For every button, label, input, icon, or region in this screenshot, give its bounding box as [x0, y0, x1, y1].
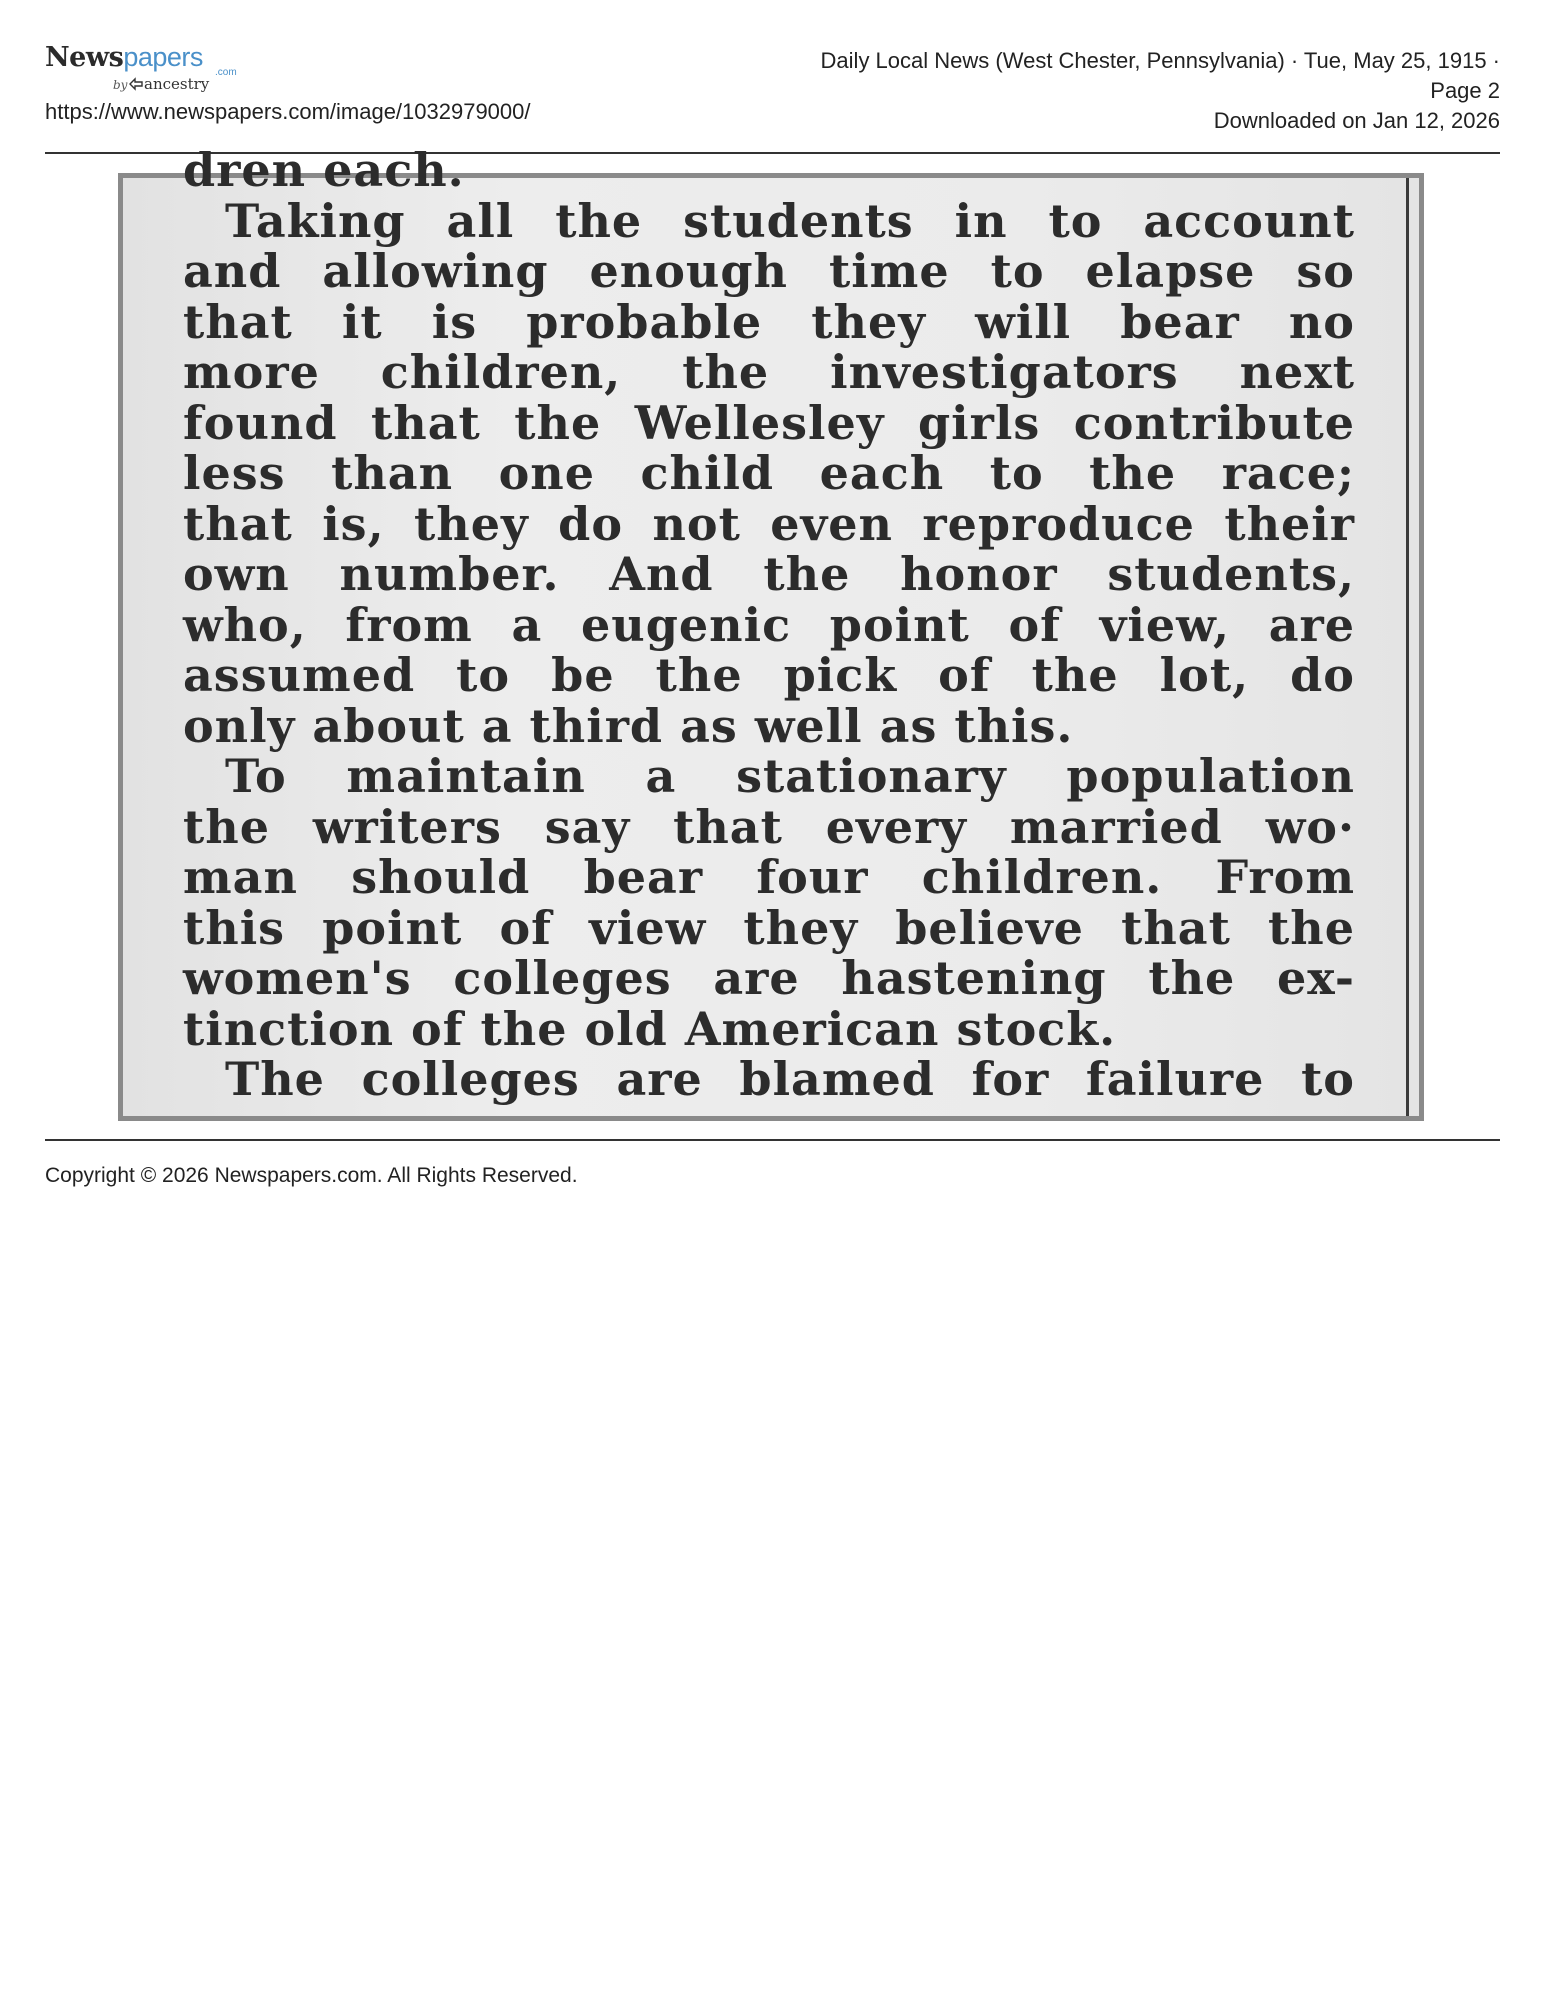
download-date: Downloaded on Jan 12, 2026 — [1213, 108, 1500, 133]
copyright-footer: Copyright © 2026 Newspapers.com. All Rights Reserved. — [45, 1164, 578, 1187]
clipping-line: this point of view they believe that the — [183, 900, 1355, 955]
clipping-line: To maintain a stationary population — [225, 749, 1355, 803]
logo-by-text: by — [113, 78, 128, 92]
clipping-line: less than one child each to the race; — [183, 446, 1355, 500]
publication-page: Page 2 — [1430, 78, 1500, 103]
clipping-line: the writers say that every married wo· — [183, 799, 1355, 854]
logo-com-text: .com — [215, 67, 237, 78]
clipping-line: that is, they do not even reproduce their — [183, 496, 1355, 551]
clipping-line: women's colleges are hastening the ex- — [183, 951, 1355, 1005]
column-rule — [1406, 178, 1409, 1116]
page-header — [45, 40, 1500, 152]
clipping-line: more children, the investigators next — [183, 345, 1355, 399]
logo-wordmark — [45, 42, 203, 73]
clipping-line: The colleges are blamed for failure to — [225, 1052, 1355, 1106]
clipping-line: found that the Wellesley girls contribute — [183, 395, 1355, 450]
newspaper-clipping — [118, 143, 1424, 1121]
logo-news-text: News — [45, 42, 124, 73]
logo-papers-text: papers — [123, 42, 203, 72]
logo-ancestry-text: ancestry — [144, 75, 210, 93]
newspapers-logo[interactable] — [45, 42, 245, 98]
clipping-line: that it is probable they will bear no — [183, 294, 1355, 349]
clipping-line: who, from a eugenic point of view, are — [183, 597, 1355, 652]
publication-meta — [740, 46, 1500, 136]
image-url-link[interactable]: https://www.newspapers.com/image/1032979000/ — [45, 99, 531, 124]
clipping-article-text — [183, 145, 1355, 1105]
footer-divider — [45, 1139, 1500, 1141]
ancestry-leaf-icon — [129, 78, 143, 90]
clipping-line: assumed to be the pick of the lot, do — [183, 648, 1355, 702]
clipping-line: dren each. — [183, 143, 465, 197]
clipping-line: own number. And the honor students, — [183, 547, 1355, 601]
publication-title-date: Daily Local News (West Chester, Pennsylvania) · Tue, May 25, 1915 · — [820, 48, 1500, 73]
clipping-line: man should bear four children. From — [183, 850, 1355, 904]
clipping-line: only about a third as well as this. — [183, 698, 1074, 753]
ancestry-logo — [129, 75, 209, 93]
clipping-line: tinction of the old American stock. — [183, 1001, 1117, 1056]
clipping-line: Taking all the students in to account — [225, 193, 1355, 248]
clipping-line: and allowing enough time to elapse so — [183, 244, 1355, 298]
